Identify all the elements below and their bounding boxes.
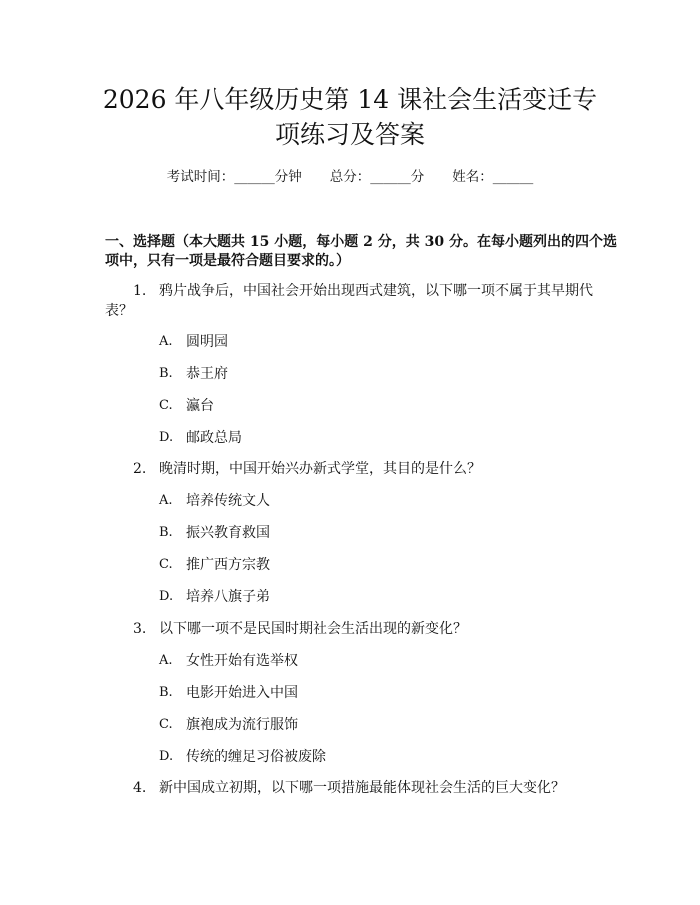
- option-text: 邮政总局: [186, 430, 242, 446]
- option-text: 传统的缠足习俗被废除: [186, 749, 326, 765]
- question-number: 3.: [133, 621, 147, 637]
- question-number: 2.: [133, 461, 147, 477]
- question-text: 以下哪一项不是民国时期社会生活出现的新变化？: [159, 621, 467, 637]
- name-field: 姓名：______: [452, 169, 534, 185]
- option-text: 圆明园: [186, 334, 228, 350]
- option-letter: A.: [159, 334, 173, 349]
- option-letter: D.: [159, 430, 174, 445]
- question-number: 4.: [133, 780, 147, 796]
- option-letter: B.: [159, 685, 173, 700]
- question-text: 鸦片战争后，中国社会开始出现西式建筑，以下哪一项不属于其早期代: [159, 283, 593, 299]
- option-letter: B.: [159, 366, 173, 381]
- option-letter: D.: [159, 749, 174, 764]
- option-letter: C.: [159, 557, 173, 572]
- section-heading-line-2: 项中，只有一项是最符合题目要求的。）: [105, 253, 350, 269]
- option-letter: C.: [159, 398, 173, 413]
- option-text: 培养传统文人: [186, 493, 270, 509]
- option-text: 电影开始进入中国: [186, 685, 298, 701]
- exam-meta-line: [0, 167, 700, 187]
- option-text: 推广西方宗教: [186, 557, 270, 573]
- option-letter: D.: [159, 589, 174, 604]
- question-text: 新中国成立初期，以下哪一项措施最能体现社会生活的巨大变化？: [159, 780, 565, 796]
- document-title-line-1: 2026 年八年级历史第 14 课社会生活变迁专: [102, 85, 598, 114]
- option-letter: C.: [159, 717, 173, 732]
- total-score-field: 总分：______分: [329, 169, 425, 185]
- option-text: 瀛台: [186, 398, 214, 414]
- exam-time-field: 考试时间：______分钟: [166, 169, 302, 185]
- question-text-continued: 表？: [105, 303, 133, 319]
- section-heading-line-1: 一、选择题（本大题共 15 小题，每小题 2 分，共 30 分。在每小题列出的四个选: [105, 234, 617, 250]
- document-title-line-2: 项练习及答案: [274, 120, 425, 149]
- option-letter: B.: [159, 525, 173, 540]
- question-text: 晚清时期，中国开始兴办新式学堂，其目的是什么？: [159, 461, 481, 477]
- option-letter: A.: [159, 493, 173, 508]
- option-text: 恭王府: [186, 366, 228, 382]
- option-letter: A.: [159, 653, 173, 668]
- option-text: 旗袍成为流行服饰: [186, 717, 298, 733]
- option-text: 女性开始有选举权: [186, 653, 298, 669]
- option-text: 振兴教育救国: [186, 525, 270, 541]
- question-number: 1.: [133, 283, 147, 299]
- option-text: 培养八旗子弟: [186, 589, 270, 605]
